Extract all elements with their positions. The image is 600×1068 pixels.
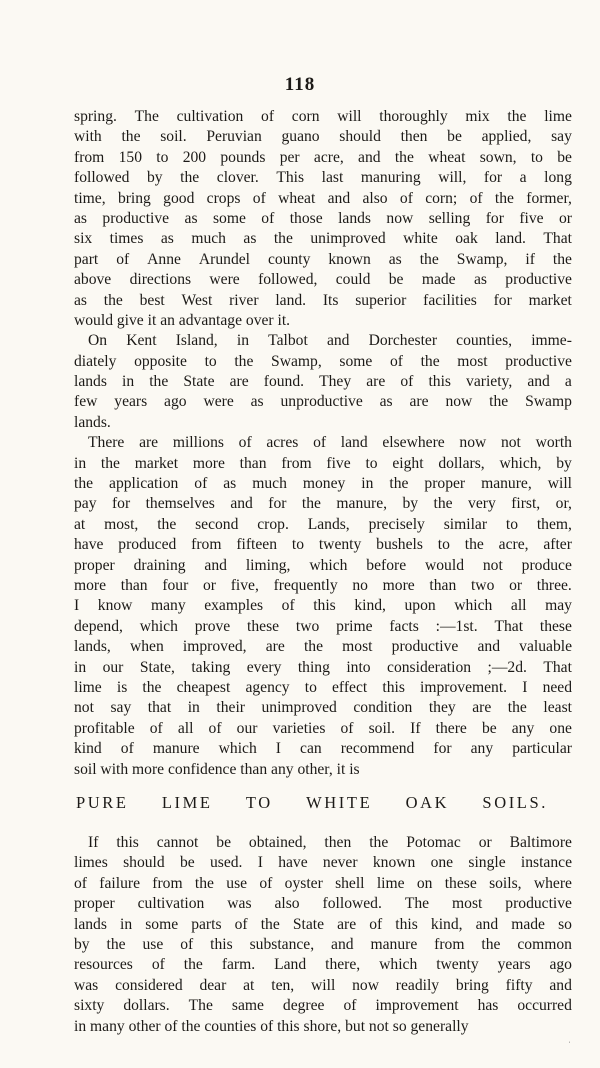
text-line: was considered dear at ten, will now readily bring fifty and <box>74 976 572 994</box>
text-line: with the soil. Peruvian guano should then be applied, say <box>74 128 572 146</box>
text-line: six times as much as the unimproved white oak land. That <box>74 230 572 248</box>
text-line: If this cannot be obtained, then the Potomac or Baltimore <box>88 834 572 851</box>
text-line: proper draining and liming, which before would not produce <box>74 556 572 574</box>
text-line: lime is the cheapest agency to effect this improvement. I need <box>74 678 572 696</box>
text-line: time, bring good crops of wheat and also of corn; of the former, <box>74 189 572 207</box>
text-line: as the best West river land. Its superior facilities for market <box>74 291 572 309</box>
text-line: lands. <box>74 413 111 431</box>
text-line: lands, when improved, are the most productive and valuable <box>74 638 572 656</box>
text-line: spring. The cultivation of corn will thoroughly mix the lime <box>74 108 572 125</box>
text-line: depend, which prove these two prime facts :—1st. That these <box>74 617 572 635</box>
text-line: There are millions of acres of land elsewhere now not worth <box>88 434 572 452</box>
footer-mark: ˈ <box>568 1040 571 1050</box>
text-line: the application of as much money in the proper manure, will <box>74 475 572 493</box>
text-line: On Kent Island, in Talbot and Dorchester counties, imme- <box>88 332 572 350</box>
text-line: lands in some parts of the State are of this kind, and made so <box>74 915 572 933</box>
page-number: 118 <box>284 74 316 95</box>
text-line: pay for themselves and for the manure, by the very first, or, <box>74 495 572 513</box>
text-line: followed by the clover. This last manuring will, for a long <box>74 169 572 187</box>
text-line: lands in the State are found. They are of this variety, and a <box>74 373 572 391</box>
text-line: resources of the farm. Land there, which twenty years ago <box>74 956 572 974</box>
text-line: proper cultivation was also followed. The most productive <box>74 895 572 913</box>
text-line: from 150 to 200 pounds per acre, and the wheat sown, to be <box>74 148 572 166</box>
text-line: of failure from the use of oyster shell lime on these soils, where <box>74 874 572 892</box>
text-line: diately opposite to the Swamp, some of the most productive <box>74 352 572 370</box>
text-line: not say that in their unimproved condition they are the least <box>74 699 572 717</box>
text-line: at most, the second crop. Lands, precisely similar to them, <box>74 515 572 533</box>
body-text-top <box>74 107 572 780</box>
text-line: I know many examples of this kind, upon which all may <box>74 597 572 615</box>
text-line: in many other of the counties of this shore, but not so generally <box>74 1017 469 1035</box>
text-line: sixty dollars. The same degree of improvement has occurred <box>74 997 572 1015</box>
text-line: in our State, taking every thing into consideration ;—2d. That <box>74 658 572 676</box>
text-line: in the market more than from five to eight dollars, which, by <box>74 454 572 472</box>
text-line: part of Anne Arundel county known as the Swamp, if the <box>74 250 572 268</box>
text-line: few years ago were as unproductive as are now the Swamp <box>74 393 572 411</box>
text-line: profitable of all of our varieties of soil. If there be any one <box>74 719 572 737</box>
text-line: have produced from fifteen to twenty bushels to the acre, after <box>74 536 572 554</box>
text-line: by the use of this substance, and manure from the common <box>74 935 572 953</box>
text-line: as productive as some of those lands now selling for five or <box>74 209 572 227</box>
text-line: would give it an advantage over it. <box>74 311 291 329</box>
text-line: kind of manure which I can recommend for any particular <box>74 740 572 758</box>
text-line: soil with more confidence than any other, it is <box>74 760 360 778</box>
body-text-bottom <box>74 833 572 1037</box>
text-line: more than four or five, frequently no more than two or three. <box>74 576 572 594</box>
section-heading: PURE LIME TO WHITE OAK SOILS. <box>76 793 548 812</box>
text-line: above directions were followed, could be made as productive <box>74 271 572 289</box>
text-line: limes should be used. I have never known one single instance <box>74 854 572 872</box>
